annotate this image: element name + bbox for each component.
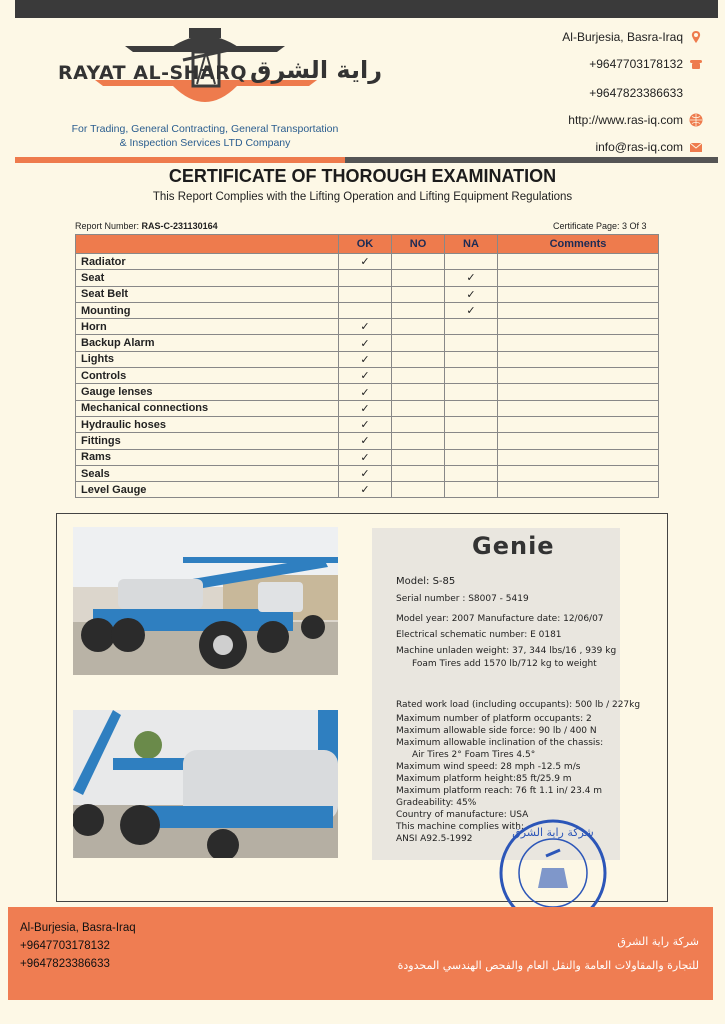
- no-cell: [392, 368, 445, 384]
- plate-line: Foam Tires add 1570 lb/712 kg to weight: [412, 659, 597, 669]
- na-cell: [445, 335, 498, 351]
- plate-line: Maximum number of platform occupants: 2: [396, 714, 592, 724]
- header-divider-dark: [345, 157, 718, 163]
- footer-address: Al-Burjesia, Basra-Iraq: [20, 922, 136, 934]
- comments-cell: [498, 449, 659, 465]
- inspection-item: Fittings: [76, 433, 339, 449]
- ok-cell: ✓: [339, 400, 392, 416]
- plate-line: Maximum wind speed: 28 mph -12.5 m/s: [396, 762, 581, 772]
- plate-line: Machine unladen weight: 37, 344 lbs/16 , 939 kg: [396, 646, 617, 656]
- ok-cell: ✓: [339, 319, 392, 335]
- plate-line: Maximum platform height:85 ft/25.9 m: [396, 774, 572, 784]
- brand-name-ar: راية الشرق: [250, 56, 383, 84]
- comments-cell: [498, 351, 659, 367]
- comments-cell: [498, 254, 659, 270]
- ok-cell: ✓: [339, 254, 392, 270]
- table-row: [76, 384, 659, 400]
- na-cell: [445, 449, 498, 465]
- na-cell: ✓: [445, 270, 498, 286]
- ok-cell: ✓: [339, 482, 392, 498]
- ok-cell: ✓: [339, 384, 392, 400]
- plate-line: Country of manufacture: USA: [396, 810, 529, 820]
- na-cell: [445, 482, 498, 498]
- table-row: [76, 433, 659, 449]
- photo-lift-rear: [73, 710, 338, 858]
- table-row: [76, 368, 659, 384]
- globe-icon: [689, 113, 703, 127]
- na-cell: [445, 351, 498, 367]
- table-row: [76, 482, 659, 498]
- table-header-row: [76, 235, 659, 254]
- serial-plate: [372, 528, 641, 860]
- comments-cell: [498, 416, 659, 432]
- inspection-item: Rams: [76, 449, 339, 465]
- inspection-item: Horn: [76, 319, 339, 335]
- table-row: [76, 319, 659, 335]
- phone-icon: [689, 57, 703, 71]
- column-header-no: NO: [392, 235, 445, 254]
- contact-address: Al-Burjesia, Basra-Iraq: [562, 30, 703, 44]
- table-row: [76, 400, 659, 416]
- table-row: [76, 254, 659, 270]
- contact-email[interactable]: info@ras-iq.com: [595, 140, 703, 154]
- ok-cell: ✓: [339, 335, 392, 351]
- plate-line: This machine complies with:: [396, 822, 524, 832]
- table-row: [76, 270, 659, 286]
- comments-cell: [498, 286, 659, 302]
- plate-line: Maximum allowable side force: 90 lb / 400 N: [396, 726, 597, 736]
- inspection-item: Mechanical connections: [76, 400, 339, 416]
- report-number: Report Number: RAS-C-231130164: [75, 221, 218, 231]
- ok-cell: [339, 270, 392, 286]
- no-cell: [392, 351, 445, 367]
- no-cell: [392, 335, 445, 351]
- contact-website[interactable]: http://www.ras-iq.com: [568, 113, 703, 127]
- table-row: [76, 286, 659, 302]
- no-cell: [392, 384, 445, 400]
- plate-line: Maximum allowable inclination of the chassis:: [396, 738, 604, 748]
- certificate-title: CERTIFICATE OF THOROUGH EXAMINATION: [168, 166, 557, 186]
- no-cell: [392, 400, 445, 416]
- na-cell: [445, 416, 498, 432]
- inspection-item: Radiator: [76, 254, 339, 270]
- comments-cell: [498, 319, 659, 335]
- footer-company-ar: شركة راية الشرق: [617, 935, 699, 948]
- na-cell: [445, 400, 498, 416]
- column-header-item: [76, 235, 339, 254]
- ok-cell: [339, 302, 392, 318]
- contact-phone-1[interactable]: +9647703178132: [589, 57, 703, 71]
- inspection-item: Lights: [76, 351, 339, 367]
- location-icon: [689, 30, 703, 44]
- ok-cell: ✓: [339, 416, 392, 432]
- company-tagline: For Trading, General Contracting, General Transportation & Inspection Services LTD Company: [71, 123, 339, 149]
- plate-line: Electrical schematic number: E 0181: [396, 630, 562, 640]
- no-cell: [392, 465, 445, 481]
- footer-services-ar: للتجارة والمقاولات العامة والنقل العام والفحص الهندسي المحدودة: [397, 959, 699, 972]
- comments-cell: [498, 465, 659, 481]
- inspection-item: Backup Alarm: [76, 335, 339, 351]
- na-cell: [445, 254, 498, 270]
- comments-cell: [498, 384, 659, 400]
- no-cell: [392, 270, 445, 286]
- ok-cell: ✓: [339, 449, 392, 465]
- inspection-table: [75, 234, 659, 498]
- inspection-item: Seals: [76, 465, 339, 481]
- column-header-comments: Comments: [498, 235, 659, 254]
- column-header-ok: OK: [339, 235, 392, 254]
- na-cell: [445, 384, 498, 400]
- table-row: [76, 449, 659, 465]
- plate-line: Serial number : S8007 - 5419: [396, 594, 529, 604]
- table-row: [76, 416, 659, 432]
- top-bar: [15, 0, 718, 18]
- photo-lift-side: [73, 527, 338, 675]
- na-cell: ✓: [445, 286, 498, 302]
- na-cell: ✓: [445, 302, 498, 318]
- plate-line: ANSI A92.5-1992: [396, 834, 473, 844]
- no-cell: [392, 302, 445, 318]
- ok-cell: ✓: [339, 465, 392, 481]
- footer-bar: [8, 907, 713, 1000]
- plate-line: Air Tires 2° Foam Tires 4.5°: [412, 750, 536, 760]
- table-row: [76, 351, 659, 367]
- na-cell: [445, 319, 498, 335]
- comments-cell: [498, 433, 659, 449]
- inspection-item: Mounting: [76, 302, 339, 318]
- no-cell: [392, 482, 445, 498]
- ok-cell: ✓: [339, 433, 392, 449]
- comments-cell: [498, 335, 659, 351]
- no-cell: [392, 416, 445, 432]
- comments-cell: [498, 270, 659, 286]
- contact-phone-2[interactable]: +9647823386633: [589, 86, 683, 100]
- inspection-item: Seat Belt: [76, 286, 339, 302]
- column-header-na: NA: [445, 235, 498, 254]
- table-row: [76, 335, 659, 351]
- inspection-item: Level Gauge: [76, 482, 339, 498]
- na-cell: [445, 433, 498, 449]
- certificate-subtitle: This Report Complies with the Lifting Operation and Lifting Equipment Regulations: [152, 191, 573, 203]
- no-cell: [392, 449, 445, 465]
- mail-icon: [689, 140, 703, 154]
- certificate-page: Certificate Page: 3 Of 3: [553, 221, 647, 231]
- no-cell: [392, 286, 445, 302]
- footer-phone-2[interactable]: +9647823386633: [20, 958, 110, 970]
- na-cell: [445, 368, 498, 384]
- table-row: [76, 465, 659, 481]
- no-cell: [392, 319, 445, 335]
- comments-cell: [498, 302, 659, 318]
- inspection-item: Seat: [76, 270, 339, 286]
- plate-line: Rated work load (including occupants): 500 lb / 227kg: [396, 700, 641, 710]
- inspection-item: Controls: [76, 368, 339, 384]
- header-divider-orange: [15, 157, 345, 163]
- svg-text:شركة راية الشرق: شركة راية الشرق: [512, 826, 594, 839]
- plate-line: Maximum platform reach: 76 ft 1.1 in/ 23.4 m: [396, 786, 603, 796]
- no-cell: [392, 433, 445, 449]
- ok-cell: [339, 286, 392, 302]
- comments-cell: [498, 482, 659, 498]
- genie-brand: Genie: [472, 532, 555, 560]
- na-cell: [445, 465, 498, 481]
- footer-phone-1[interactable]: +9647703178132: [20, 940, 110, 952]
- plate-line: Model year: 2007 Manufacture date: 12/06/07: [396, 614, 604, 624]
- plate-line: Gradeability: 45%: [396, 798, 477, 808]
- plate-line: Model: S-85: [396, 576, 456, 587]
- no-cell: [392, 254, 445, 270]
- comments-cell: [498, 400, 659, 416]
- comments-cell: [498, 368, 659, 384]
- ok-cell: ✓: [339, 351, 392, 367]
- table-row: [76, 302, 659, 318]
- brand-name-en: RAYAT AL-SHARQ: [58, 62, 248, 84]
- inspection-item: Hydraulic hoses: [76, 416, 339, 432]
- ok-cell: ✓: [339, 368, 392, 384]
- inspection-item: Gauge lenses: [76, 384, 339, 400]
